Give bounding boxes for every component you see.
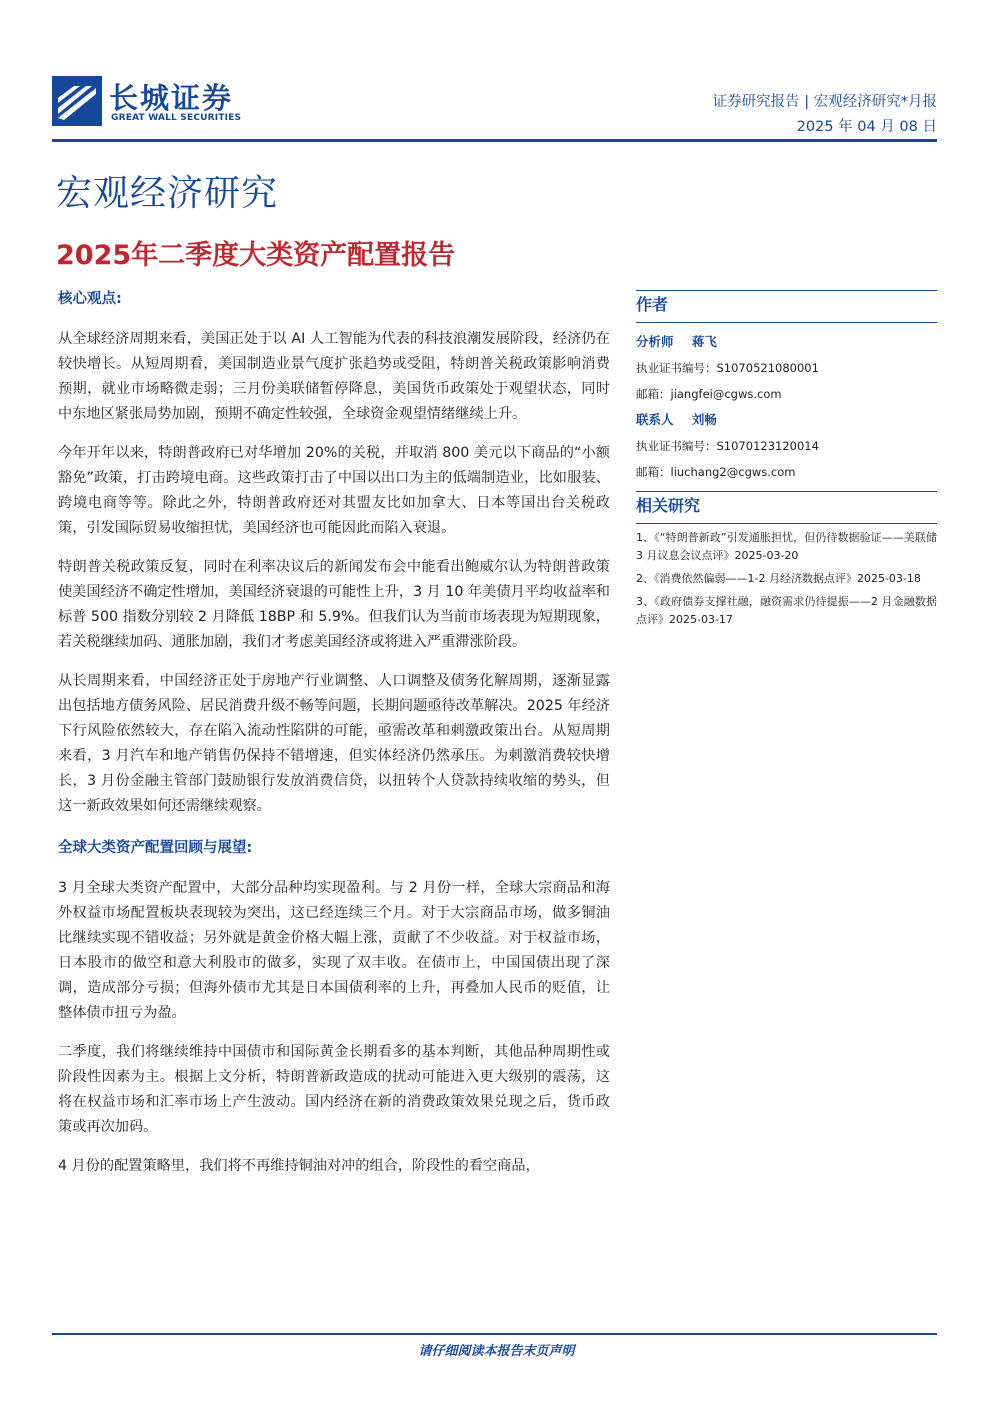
- logo-mark-icon: [52, 76, 102, 126]
- review-paragraph-1: 3 月全球大类资产配置中，大部分品种均实现盈利。与 2 月份一样，全球大宗商品和海外权益市场配置板块表现较为突出，这已经连续三个月。对于大宗商品市场，做多铜油比继续实现不错收益；另外就是黄金价格大幅上涨，贡献了不少收益。对于权益市场，日本股市的做空和意大利股市的做多，实现了双丰收。在债市上，中国国债出现了深调，造成部分亏损；但海外债市尤其是日本国债利率的上升，再叠加人民币的贬值，让整体债市扭亏为盈。: [58, 880, 610, 1021]
- report-title: 2025年二季度大类资产配置报告: [56, 240, 456, 271]
- analyst-role: 分析师: [636, 334, 674, 349]
- core-paragraph-1: 从全球经济周期来看，美国正处于以 AI 人工智能为代表的科技浪潮发展阶段，经济仍在较快增长。从短周期看，美国制造业景气度扩张趋势或受阻，特朗普关税政策影响消费预期，就业市场略微走弱；三月份美联储暂停降息，美国货币政策处于观望状态，同时中东地区紧张局势加剧，预期不确定性较强，全球资金观望情绪继续上升。: [58, 331, 610, 422]
- related-research-item[interactable]: 1、《“特朗普新政”引发通胀担忧，但仍待数据验证——美联储 3 月议息会议点评》2025-03-20: [636, 531, 937, 562]
- main-content: [58, 284, 610, 1193]
- analyst-email[interactable]: 邮箱：jiangfei@cgws.com: [636, 387, 782, 401]
- company-logo: [52, 74, 262, 130]
- contact-line: [636, 407, 937, 433]
- asset-review-heading: 全球大类资产配置回顾与展望:: [58, 840, 253, 856]
- analyst-name: 蒋飞: [691, 334, 717, 349]
- report-date: 2025 年 04 月 08 日: [796, 119, 937, 135]
- analyst-cert: 执业证书编号：S1070521080001: [636, 361, 819, 375]
- footer-divider: [52, 1333, 937, 1335]
- contact-name: 刘畅: [691, 412, 717, 427]
- section-title: 宏观经济研究: [56, 173, 279, 214]
- footer-disclaimer: 请仔细阅读本报告末页声明: [418, 1344, 575, 1359]
- core-paragraph-2: 今年开年以来，特朗普政府已对华增加 20%的关税，并取消 800 美元以下商品的“小额豁免”政策，打击跨境电商。这些政策打击了中国以出口为主的低端制造业，比如服装、跨境电商等等。除此之外，特朗普政府还对其盟友比如加拿大、日本等国出台关税政策，引发国际贸易收缩担忧，美国经济也可能因此而陷入衰退。: [58, 445, 610, 536]
- core-views-heading: 核心观点:: [58, 291, 122, 307]
- author-heading: 作者: [636, 290, 937, 323]
- header-divider: [52, 139, 937, 142]
- header-meta: [713, 90, 937, 140]
- contact-cert: 执业证书编号：S1070123120014: [636, 439, 819, 453]
- logo-text-en: GREAT WALL SECURITIES: [111, 113, 242, 123]
- review-paragraph-3: 4 月份的配置策略里，我们将不再维持铜油对冲的组合，阶段性的看空商品，: [58, 1158, 540, 1174]
- contact-email[interactable]: 邮箱：liuchang2@cgws.com: [636, 465, 796, 479]
- related-research-heading: 相关研究: [636, 491, 937, 524]
- related-research-item[interactable]: 3、《政府债券支撑社融，融资需求仍待提振——2 月金融数据点评》2025-03-17: [636, 595, 937, 626]
- review-paragraph-2: 二季度，我们将继续维持中国债市和国际黄金长期看多的基本判断，其他品种周期性或阶段性因素为主。根据上文分析，特朗普新政造成的扰动可能进入更大级别的震荡，这将在权益市场和汇率市场上产生波动。国内经济在新的消费政策效果兑现之后，货币政策或再次加码。: [58, 1044, 610, 1135]
- sidebar: [636, 290, 937, 634]
- core-paragraph-3: 特朗普关税政策反复，同时在利率决议后的新闻发布会中能看出鲍威尔认为特朗普政策使美国经济不确定性增加，美国经济衰退的可能性上升，3 月 10 年美债月平均收益率和标普 500 指数分别较 2 月降低 18BP 和 5.9%。但我们认为当前市场表现为短期现象，若关税继续加码、通胀加剧，我们才考虑美国经济或将进入严重滞涨阶段。: [58, 559, 610, 650]
- related-research-list: [636, 529, 937, 629]
- core-paragraph-4: 从长周期来看，中国经济正处于房地产行业调整、人口调整及债务化解周期，逐渐显露出包括地方债务风险、居民消费升级不畅等问题，长期问题亟待改革解决。2025 年经济下行风险依然较大，存在陷入流动性陷阱的可能，亟需改革和刺激政策出台。从短周期来看，3 月汽车和地产销售仍保持不错增速，但实体经济仍然承压。为刺激消费较快增长，3 月份金融主管部门鼓励银行发放消费信贷，以扭转个人贷款持续收缩的势头，但这一新政效果如何还需继续观察。: [58, 673, 610, 814]
- analyst-line: [636, 329, 937, 355]
- logo-text-cn: 长城证券: [109, 81, 234, 115]
- contact-role: 联系人: [636, 412, 674, 427]
- related-research-item[interactable]: 2、《消费依然偏弱——1-2 月经济数据点评》2025-03-18: [636, 572, 921, 585]
- report-category: 证券研究报告 | 宏观经济研究*月报: [712, 94, 937, 110]
